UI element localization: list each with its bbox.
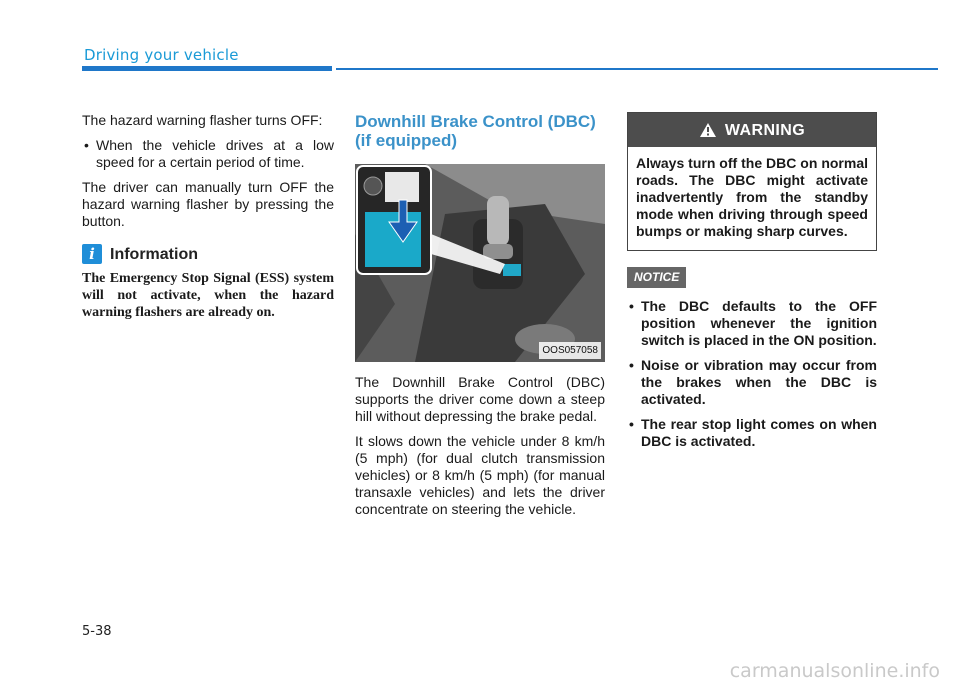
hazard-flasher-list (82, 137, 334, 171)
list-item: • When the vehicle drives at a low speed for a certain period of time. (82, 137, 334, 171)
page-number: 5-38 (82, 624, 112, 639)
warning-triangle-icon (699, 122, 717, 138)
dbc-description-paragraph: The Downhill Brake Control (DBC) supports the driver come down a steep hill without depressing the brake pedal. (355, 374, 605, 424)
notice-item: • Noise or vibration may occur from the brakes when the DBC is activated. (627, 357, 877, 408)
notice-item: • The DBC defaults to the OFF position whenever the ignition switch is placed in the ON position. (627, 298, 877, 349)
dbc-title-line1: Downhill Brake Control (DBC) (355, 112, 596, 131)
notice-item: • The rear stop light comes on when DBC is activated. (627, 416, 877, 450)
section-title: Driving your vehicle (84, 46, 239, 64)
information-title: Information (110, 245, 198, 263)
notice-badge: NOTICE (627, 267, 686, 288)
hazard-flasher-paragraph: The hazard warning flasher turns OFF: (82, 112, 323, 128)
manual-off-paragraph: The driver can manually turn OFF the hazard warning flasher by pressing the button. (82, 179, 334, 229)
notice-list (627, 298, 877, 450)
left-column (82, 112, 334, 321)
middle-column (355, 112, 605, 526)
dbc-speed-paragraph: It slows down the vehicle under 8 km/h (5 mph) (for dual clutch transmission vehicles) or 8 km/h (5 mph) (for manual transaxle vehicles) and lets the driver concentrate on steering the vehicle. (355, 433, 605, 517)
info-icon: i (82, 244, 102, 264)
warning-text: Always turn off the DBC on normal roads. The DBC might activate inadvertently from the standby mode when driving through speed bumps or making sharp curves. (636, 155, 868, 239)
dbc-section-title (355, 112, 605, 150)
header-rule-thin (336, 68, 938, 70)
header-rule-thick (82, 66, 332, 71)
console-illustration (355, 164, 605, 362)
right-column (627, 112, 877, 458)
warning-label: WARNING (724, 121, 806, 139)
watermark-text: carmanualsonline.info (729, 660, 940, 682)
dbc-button-figure (355, 164, 605, 362)
warning-header (628, 113, 876, 147)
figure-code: OOS057058 (539, 342, 601, 359)
information-text: The Emergency Stop Signal (ESS) system will not activate, when the hazard warning flashers are already on. (82, 271, 334, 320)
information-heading (82, 244, 334, 264)
warning-box (627, 112, 877, 251)
dbc-title-line2: (if equipped) (355, 131, 457, 150)
